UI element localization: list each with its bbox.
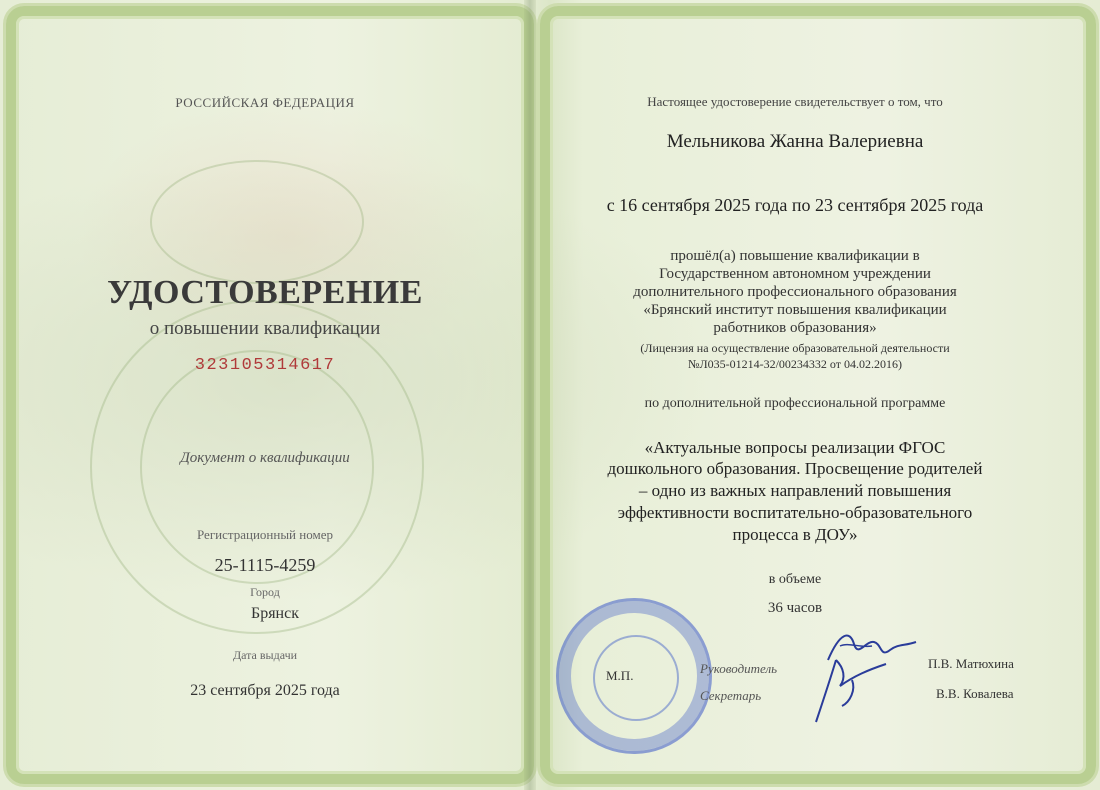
official-stamp: [556, 598, 712, 754]
program-line-2: дошкольного образования. Просвещение родителей: [607, 459, 983, 478]
certificate-subtitle: о повышении квалификации: [149, 318, 381, 339]
secretary-signature: [806, 650, 896, 730]
recipient-name: Мельникова Жанна Валериевна: [666, 131, 924, 152]
document-type: Документ о квалификации: [180, 450, 350, 466]
serial-number: 323105314617: [194, 356, 336, 375]
volume-value: 36 часов: [767, 600, 823, 616]
program-line-1: «Актуальные вопросы реализации ФГОС: [644, 438, 946, 457]
head-label: Руководитель: [700, 661, 778, 676]
license-line-1: (Лицензия на осуществление образовательной деятельности: [640, 341, 950, 355]
certificate-title: УДОСТОВЕРЕНИЕ: [107, 274, 423, 311]
country-label: РОССИЙСКАЯ ФЕДЕРАЦИЯ: [175, 95, 355, 110]
volume-label: в объеме: [768, 572, 822, 587]
license-line-2: №Л035-01214-32/00234332 от 04.02.2016): [688, 357, 902, 371]
rosette-ornament-top: [150, 160, 364, 284]
training-period: с 16 сентября 2025 года по 23 сентября 2025 года: [606, 195, 984, 215]
institution-line-4: «Брянский институт повышения квалификации: [643, 302, 947, 318]
secretary-name: В.В. Ковалева: [936, 686, 1014, 701]
city-label: Город: [250, 585, 280, 599]
program-line-3: – одно из важных направлений повышения: [638, 481, 952, 500]
city-value: Брянск: [251, 605, 299, 622]
secretary-label: Секретарь: [700, 688, 762, 703]
program-line-4: эффективности воспитательно-образовательного: [617, 503, 973, 522]
issue-date-label: Дата выдачи: [232, 648, 298, 662]
registration-number: 25-1115-4259: [214, 555, 316, 575]
program-label: по дополнительной профессиональной программе: [644, 396, 946, 411]
rosette-ornament-inner: [140, 350, 374, 584]
institution-line-5: работников образования»: [713, 320, 877, 336]
program-line-5: процесса в ДОУ»: [732, 525, 858, 544]
head-name: П.В. Матюхина: [928, 656, 1014, 671]
stamp-label: М.П.: [606, 668, 634, 683]
page-fold: [524, 0, 536, 790]
registration-number-label: Регистрационный номер: [197, 527, 333, 542]
institution-line-2: Государственном автономном учреждении: [659, 266, 931, 282]
institution-line-1: прошёл(а) повышение квалификации в: [670, 248, 920, 264]
issue-date: 23 сентября 2025 года: [190, 682, 340, 699]
intro-text: Настоящее удостоверение свидетельствует о том, что: [647, 94, 943, 109]
institution-line-3: дополнительного профессионального образования: [633, 284, 957, 300]
